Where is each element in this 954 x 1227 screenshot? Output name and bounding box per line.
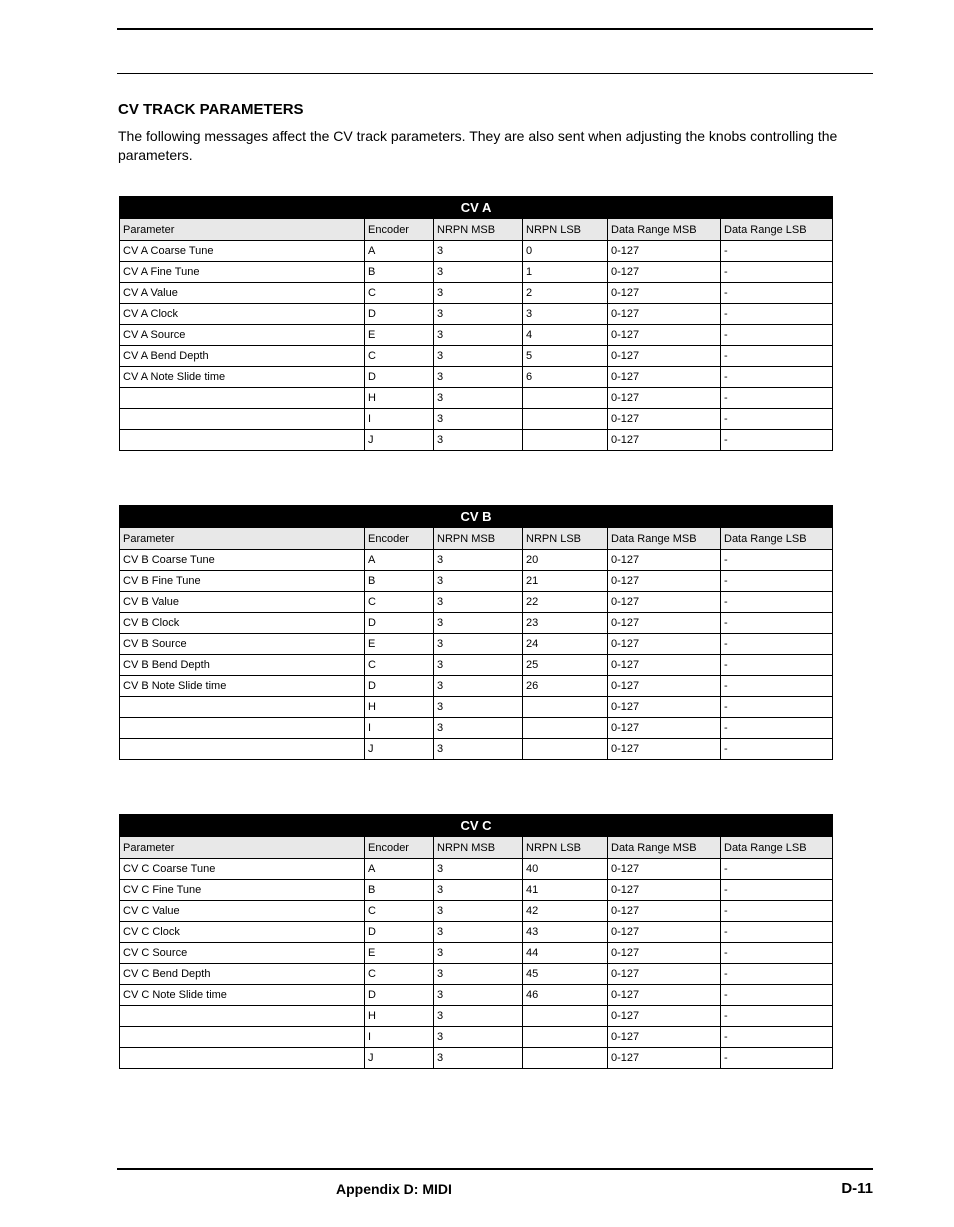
table-cell: CV C Note Slide time xyxy=(120,985,365,1006)
table-cell: CV C Value xyxy=(120,901,365,922)
table-cell: 3 xyxy=(434,1048,523,1069)
table-cell: 3 xyxy=(434,304,523,325)
table-cell: 20 xyxy=(523,550,608,571)
table-cell xyxy=(120,1027,365,1048)
table-cell: 0-127 xyxy=(608,634,721,655)
column-header: NRPN MSB xyxy=(434,528,523,550)
table-cell xyxy=(523,388,608,409)
table-cell: B xyxy=(365,880,434,901)
table-cell: 0-127 xyxy=(608,613,721,634)
cv-b-table xyxy=(119,505,833,760)
table-cell: C xyxy=(365,346,434,367)
table-cell: I xyxy=(365,1027,434,1048)
table-cell xyxy=(523,718,608,739)
column-header: NRPN LSB xyxy=(523,528,608,550)
table-row xyxy=(120,676,833,697)
table-cell xyxy=(120,739,365,760)
table-row xyxy=(120,655,833,676)
table-cell: 3 xyxy=(434,718,523,739)
table-row xyxy=(120,901,833,922)
table-cell: 3 xyxy=(434,922,523,943)
table-cell: CV C Clock xyxy=(120,922,365,943)
table-row xyxy=(120,943,833,964)
column-header: Data Range LSB xyxy=(721,837,833,859)
table-cell: - xyxy=(721,283,833,304)
table-cell: 44 xyxy=(523,943,608,964)
table-cell: D xyxy=(365,985,434,1006)
table-cell: J xyxy=(365,739,434,760)
table-cell: 45 xyxy=(523,964,608,985)
table-cell: CV C Fine Tune xyxy=(120,880,365,901)
column-header: Data Range MSB xyxy=(608,219,721,241)
table-row xyxy=(120,241,833,262)
cv-c-table xyxy=(119,814,833,1069)
column-header: NRPN LSB xyxy=(523,837,608,859)
table-cell: CV A Bend Depth xyxy=(120,346,365,367)
cv-a-table xyxy=(119,196,833,451)
table-cell: H xyxy=(365,1006,434,1027)
table-cell: 43 xyxy=(523,922,608,943)
table-cell xyxy=(523,430,608,451)
table-cell: - xyxy=(721,655,833,676)
table-cell: 0-127 xyxy=(608,922,721,943)
table-cell: CV A Coarse Tune xyxy=(120,241,365,262)
table-cell: CV B Clock xyxy=(120,613,365,634)
table-cell: - xyxy=(721,676,833,697)
table-cell: 0-127 xyxy=(608,1027,721,1048)
table-cell: 41 xyxy=(523,880,608,901)
table-cell: 6 xyxy=(523,367,608,388)
table-cell xyxy=(120,388,365,409)
table-cell xyxy=(120,409,365,430)
table-cell xyxy=(523,739,608,760)
table-cell: 3 xyxy=(434,592,523,613)
table-cell: 0-127 xyxy=(608,697,721,718)
table-row xyxy=(120,430,833,451)
table-cell: 0-127 xyxy=(608,304,721,325)
column-header: Data Range MSB xyxy=(608,837,721,859)
table-cell: - xyxy=(721,241,833,262)
table-cell: CV B Note Slide time xyxy=(120,676,365,697)
table-cell: D xyxy=(365,676,434,697)
table-cell: A xyxy=(365,859,434,880)
table-cell xyxy=(523,1006,608,1027)
table-cell xyxy=(523,697,608,718)
table-cell: 0-127 xyxy=(608,718,721,739)
table-cell xyxy=(120,1006,365,1027)
table-cell: 0-127 xyxy=(608,880,721,901)
table-cell: CV B Value xyxy=(120,592,365,613)
table-row xyxy=(120,550,833,571)
table-cell: 23 xyxy=(523,613,608,634)
table-cell: 3 xyxy=(434,859,523,880)
table-row xyxy=(120,409,833,430)
table-cell: 3 xyxy=(434,325,523,346)
table-cell: 0-127 xyxy=(608,409,721,430)
table-cell: CV C Source xyxy=(120,943,365,964)
table-cell: 3 xyxy=(434,943,523,964)
table-cell xyxy=(120,1048,365,1069)
table-cell: CV B Bend Depth xyxy=(120,655,365,676)
table-cell: 3 xyxy=(434,634,523,655)
table-cell: C xyxy=(365,283,434,304)
table-cell: H xyxy=(365,697,434,718)
footer-label: Appendix D: MIDI xyxy=(336,1181,452,1197)
table-cell: 0-127 xyxy=(608,943,721,964)
table-row xyxy=(120,1006,833,1027)
table-cell: 3 xyxy=(434,697,523,718)
table-row xyxy=(120,1048,833,1069)
column-header: Parameter xyxy=(120,528,365,550)
table-cell: - xyxy=(721,550,833,571)
table-cell: 0-127 xyxy=(608,550,721,571)
table-cell: - xyxy=(721,346,833,367)
table-row xyxy=(120,964,833,985)
header-rule-top xyxy=(117,28,873,30)
table-row xyxy=(120,922,833,943)
table-cell: 3 xyxy=(434,613,523,634)
table-cell: - xyxy=(721,592,833,613)
table-cell: C xyxy=(365,901,434,922)
table-cell: - xyxy=(721,388,833,409)
table-row xyxy=(120,367,833,388)
table-cell: CV A Clock xyxy=(120,304,365,325)
table-row xyxy=(120,985,833,1006)
table-cell: - xyxy=(721,325,833,346)
table-row xyxy=(120,388,833,409)
table-row xyxy=(120,739,833,760)
table-cell: J xyxy=(365,1048,434,1069)
table-cell: 0-127 xyxy=(608,325,721,346)
table-cell: 3 xyxy=(434,262,523,283)
table-title: CV B xyxy=(120,506,833,528)
table-cell: C xyxy=(365,592,434,613)
table-cell: 3 xyxy=(434,1027,523,1048)
table-cell: 3 xyxy=(434,739,523,760)
table-cell: 0-127 xyxy=(608,592,721,613)
table-cell: - xyxy=(721,634,833,655)
table-cell: 3 xyxy=(434,1006,523,1027)
table-cell: 0-127 xyxy=(608,283,721,304)
column-header: Parameter xyxy=(120,837,365,859)
table-cell: A xyxy=(365,550,434,571)
column-header: NRPN MSB xyxy=(434,219,523,241)
table-header-row xyxy=(120,528,833,550)
table-cell: J xyxy=(365,430,434,451)
column-header: Encoder xyxy=(365,837,434,859)
table-cell: H xyxy=(365,388,434,409)
table-cell: 0-127 xyxy=(608,1006,721,1027)
table-cell: 46 xyxy=(523,985,608,1006)
table-cell: 1 xyxy=(523,262,608,283)
table-cell: 2 xyxy=(523,283,608,304)
table-cell: 0-127 xyxy=(608,262,721,283)
table-cell: - xyxy=(721,409,833,430)
table-cell: 3 xyxy=(434,346,523,367)
table-cell: - xyxy=(721,1048,833,1069)
page-number: D-11 xyxy=(841,1180,873,1197)
column-header: Data Range LSB xyxy=(721,528,833,550)
table-cell: 21 xyxy=(523,571,608,592)
table-cell: B xyxy=(365,571,434,592)
table-cell: CV A Fine Tune xyxy=(120,262,365,283)
table-cell: - xyxy=(721,697,833,718)
table-cell: 0-127 xyxy=(608,571,721,592)
table-cell: 3 xyxy=(434,880,523,901)
table-cell: 3 xyxy=(434,241,523,262)
table-cell: D xyxy=(365,922,434,943)
table-cell: CV B Source xyxy=(120,634,365,655)
section-title: CV TRACK PARAMETERS xyxy=(118,101,304,118)
table-cell: - xyxy=(721,922,833,943)
table-cell: - xyxy=(721,430,833,451)
table-cell: I xyxy=(365,409,434,430)
table-cell: - xyxy=(721,901,833,922)
table-cell: 3 xyxy=(434,430,523,451)
table-cell: 0-127 xyxy=(608,964,721,985)
table-cell xyxy=(120,430,365,451)
table-cell: 3 xyxy=(434,550,523,571)
table-row xyxy=(120,613,833,634)
table-cell: 3 xyxy=(434,655,523,676)
table-cell: - xyxy=(721,739,833,760)
table-cell: 0-127 xyxy=(608,676,721,697)
table-cell: - xyxy=(721,304,833,325)
table-cell: 0 xyxy=(523,241,608,262)
table-cell: E xyxy=(365,943,434,964)
table-cell: E xyxy=(365,325,434,346)
column-header: Data Range LSB xyxy=(721,219,833,241)
table-cell: - xyxy=(721,964,833,985)
column-header: Parameter xyxy=(120,219,365,241)
table-row xyxy=(120,718,833,739)
table-row xyxy=(120,859,833,880)
table-cell: - xyxy=(721,943,833,964)
column-header: NRPN MSB xyxy=(434,837,523,859)
table-cell: 3 xyxy=(434,367,523,388)
table-cell: D xyxy=(365,304,434,325)
table-row xyxy=(120,697,833,718)
table-cell: 25 xyxy=(523,655,608,676)
table-cell: C xyxy=(365,655,434,676)
table-cell: - xyxy=(721,859,833,880)
intro-paragraph: The following messages affect the CV track parameters. They are also sent when adjusting the knobs controlling the parameters. xyxy=(118,128,838,163)
table-cell: 3 xyxy=(434,409,523,430)
table-cell: CV C Coarse Tune xyxy=(120,859,365,880)
table-header-row xyxy=(120,837,833,859)
table-cell: D xyxy=(365,613,434,634)
table-cell: A xyxy=(365,241,434,262)
table-cell xyxy=(523,409,608,430)
table-cell: D xyxy=(365,367,434,388)
table-row xyxy=(120,880,833,901)
table-cell: - xyxy=(721,613,833,634)
table-cell: - xyxy=(721,718,833,739)
column-header: Data Range MSB xyxy=(608,528,721,550)
table-row xyxy=(120,262,833,283)
table-cell: - xyxy=(721,880,833,901)
table-cell: CV B Fine Tune xyxy=(120,571,365,592)
table-row xyxy=(120,283,833,304)
table-cell: 0-127 xyxy=(608,859,721,880)
table-cell: 3 xyxy=(434,388,523,409)
table-cell: 3 xyxy=(434,676,523,697)
table-cell: 22 xyxy=(523,592,608,613)
table-cell: 0-127 xyxy=(608,1048,721,1069)
table-cell: - xyxy=(721,985,833,1006)
table-cell: CV A Note Slide time xyxy=(120,367,365,388)
column-header: NRPN LSB xyxy=(523,219,608,241)
table-cell: 3 xyxy=(434,901,523,922)
table-cell: CV A Value xyxy=(120,283,365,304)
table-cell: CV C Bend Depth xyxy=(120,964,365,985)
table-cell: B xyxy=(365,262,434,283)
table-title: CV A xyxy=(120,197,833,219)
table-row xyxy=(120,592,833,613)
table-cell: I xyxy=(365,718,434,739)
table-row xyxy=(120,304,833,325)
table-cell xyxy=(120,697,365,718)
table-cell: 0-127 xyxy=(608,388,721,409)
table-cell: 0-127 xyxy=(608,346,721,367)
table-cell: C xyxy=(365,964,434,985)
footer-rule xyxy=(117,1168,873,1170)
table-cell: 3 xyxy=(434,571,523,592)
table-cell: - xyxy=(721,571,833,592)
table-cell: CV B Coarse Tune xyxy=(120,550,365,571)
table-header-row xyxy=(120,219,833,241)
table-row xyxy=(120,325,833,346)
table-cell: 0-127 xyxy=(608,655,721,676)
table-cell: - xyxy=(721,262,833,283)
table-cell: 3 xyxy=(434,985,523,1006)
table-row xyxy=(120,571,833,592)
table-cell xyxy=(523,1048,608,1069)
table-cell: - xyxy=(721,1027,833,1048)
table-cell: 0-127 xyxy=(608,985,721,1006)
table-row xyxy=(120,634,833,655)
table-cell: 0-127 xyxy=(608,241,721,262)
table-cell: - xyxy=(721,367,833,388)
table-cell: 42 xyxy=(523,901,608,922)
table-cell: 40 xyxy=(523,859,608,880)
table-title: CV C xyxy=(120,815,833,837)
column-header: Encoder xyxy=(365,219,434,241)
table-cell: 26 xyxy=(523,676,608,697)
table-cell: 24 xyxy=(523,634,608,655)
table-cell: 5 xyxy=(523,346,608,367)
table-cell: 0-127 xyxy=(608,739,721,760)
header-rule-bottom xyxy=(117,73,873,74)
table-cell: CV A Source xyxy=(120,325,365,346)
table-row xyxy=(120,1027,833,1048)
table-cell: 4 xyxy=(523,325,608,346)
table-cell: 3 xyxy=(434,283,523,304)
table-cell xyxy=(120,718,365,739)
table-cell: 3 xyxy=(523,304,608,325)
table-cell: 0-127 xyxy=(608,367,721,388)
table-row xyxy=(120,346,833,367)
table-cell: 0-127 xyxy=(608,901,721,922)
table-cell xyxy=(523,1027,608,1048)
column-header: Encoder xyxy=(365,528,434,550)
table-cell: - xyxy=(721,1006,833,1027)
table-cell: 3 xyxy=(434,964,523,985)
table-cell: 0-127 xyxy=(608,430,721,451)
table-cell: E xyxy=(365,634,434,655)
